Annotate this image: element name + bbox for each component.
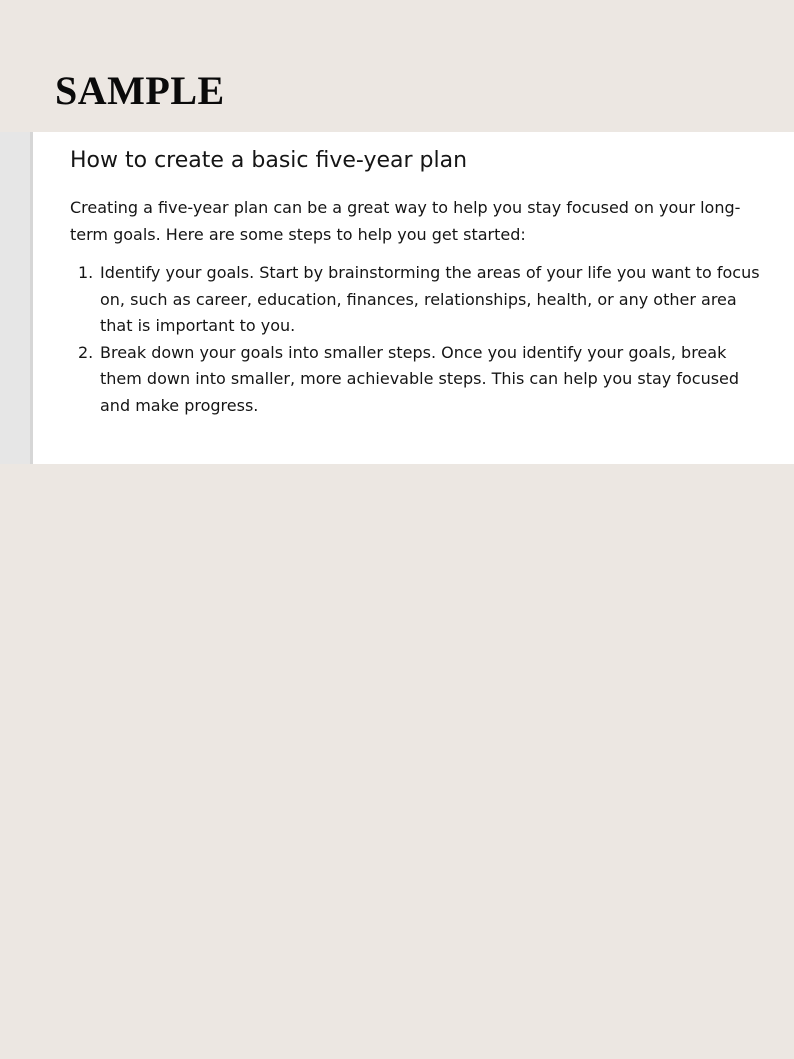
page-left-margin <box>0 132 33 464</box>
step-number: 1. <box>78 263 94 282</box>
list-item <box>70 340 770 420</box>
step-text: Identify your goals. Start by brainstorming the areas of your life you want to focus on, such as career, education, finances, relationships, health, or any other area that is important to you. <box>100 263 760 335</box>
list-item <box>70 260 770 340</box>
document-heading: How to create a basic five-year plan <box>70 148 468 173</box>
sample-watermark-label: SAMPLE <box>55 68 225 113</box>
step-text: Break down your goals into smaller steps. Once you identify your goals, break them down into smaller, more achievable steps. This can help you stay focused and make progress. <box>100 342 740 415</box>
step-number: 2. <box>78 342 94 362</box>
document-intro-paragraph: Creating a five-year plan can be a great way to help you stay focused on your long-term goals. Here are some steps to help you get started: <box>70 198 741 244</box>
steps-list <box>70 260 770 419</box>
document-snippet <box>0 132 794 464</box>
